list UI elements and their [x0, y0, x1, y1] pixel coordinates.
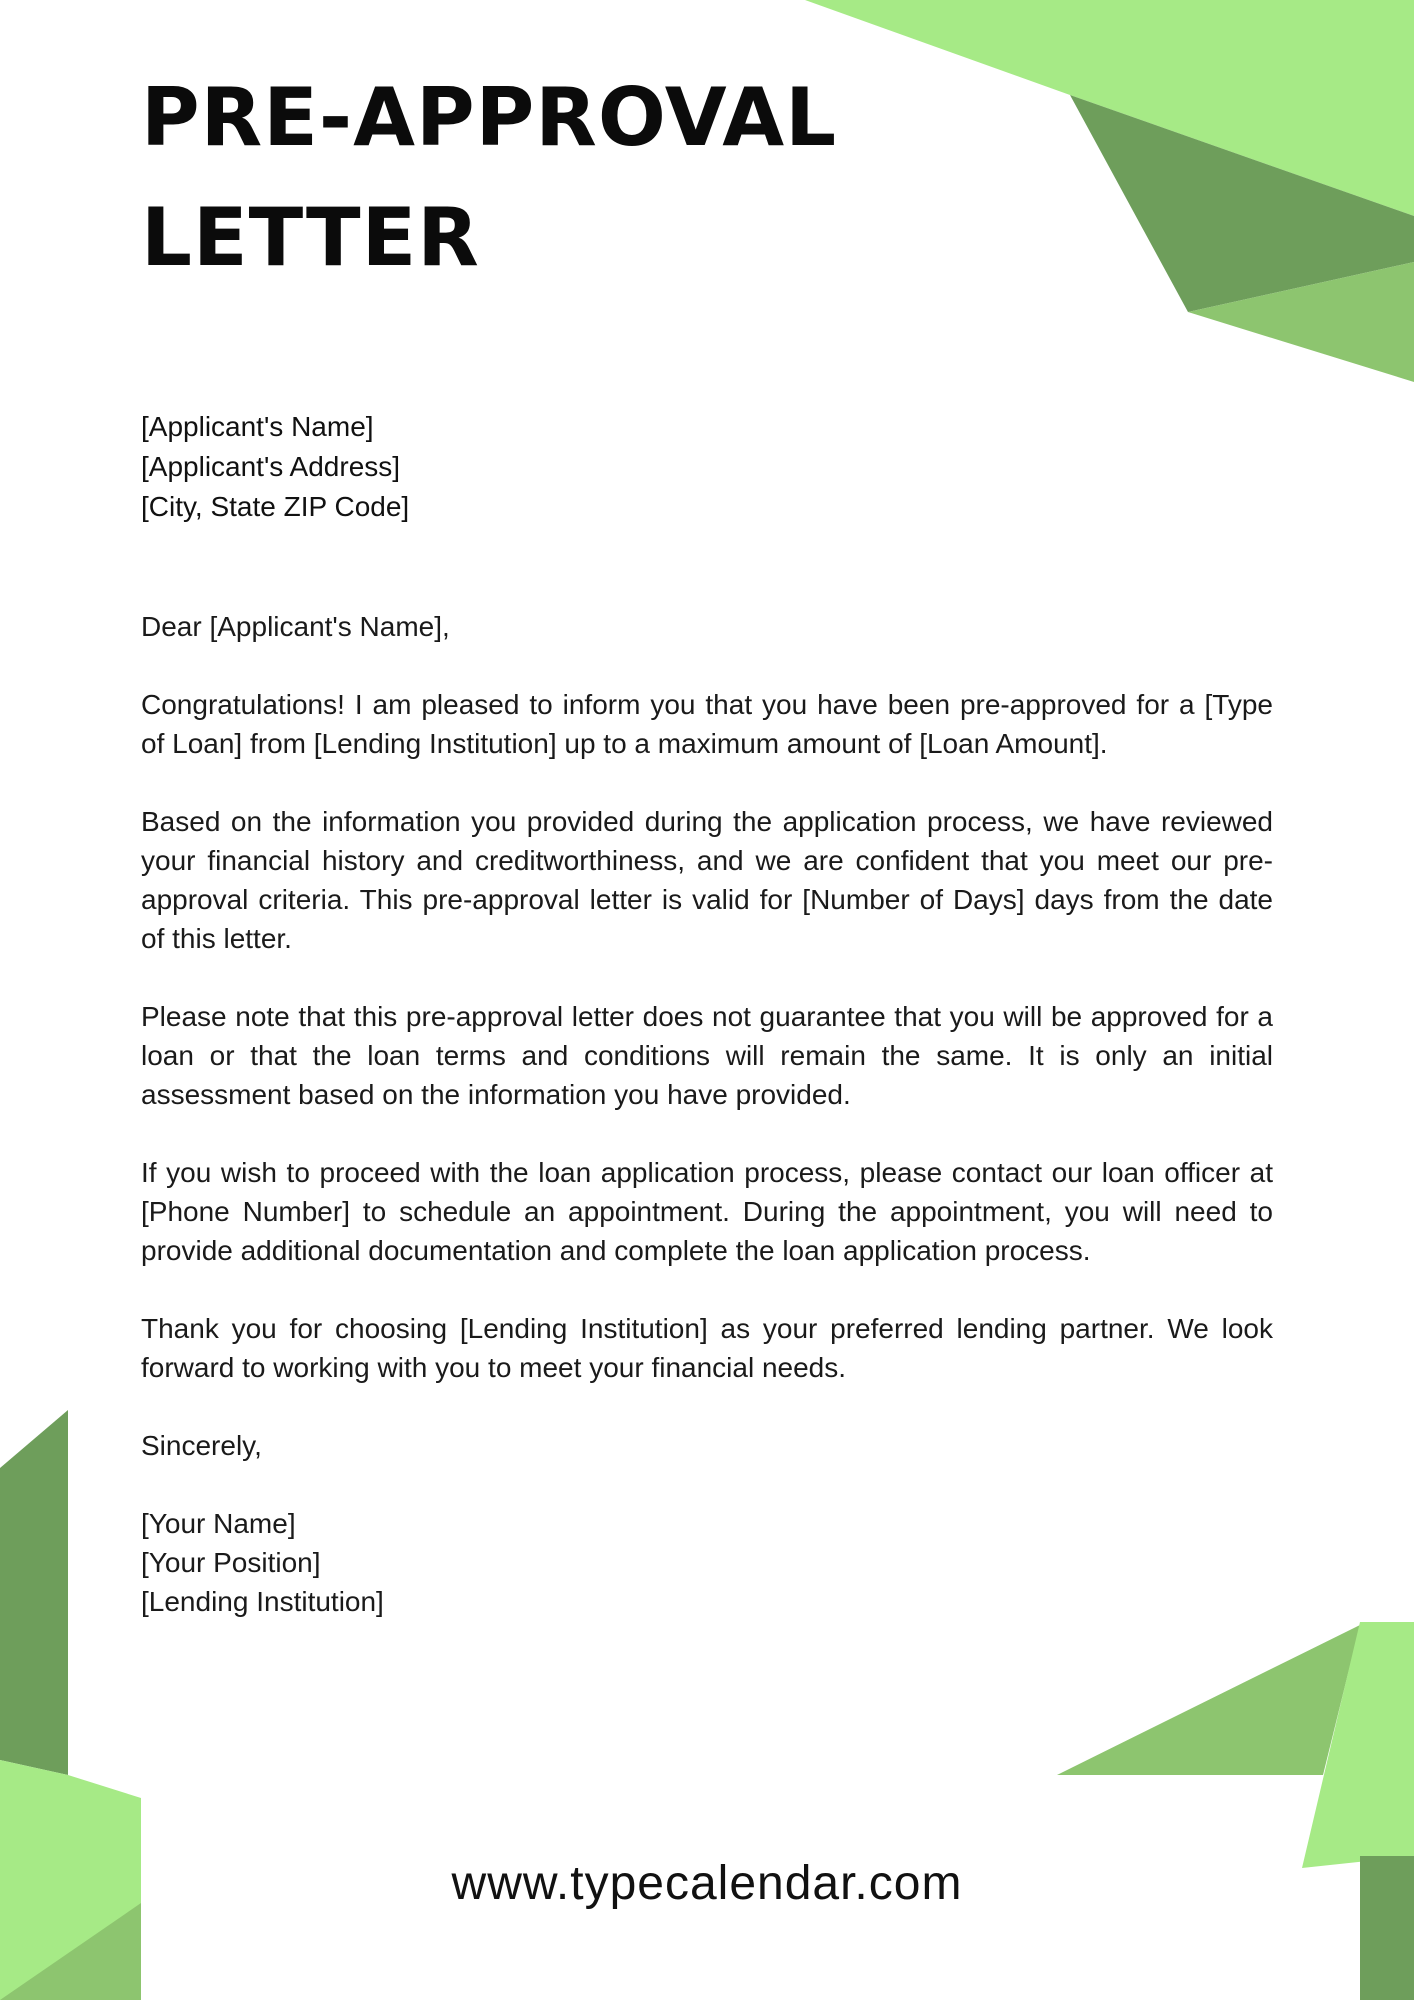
- recipient-address-block: [141, 407, 409, 527]
- paragraph-disclaimer: Please note that this pre-approval letter does not guarantee that you will be approved for a loan or that the loan terms and conditions will remain the same. It is only an initial assessment based on the information you have provided.: [141, 1001, 1273, 1110]
- paragraph-congratulations: Congratulations! I am pleased to inform you that you have been pre-approved for a [Type of Loan] from [Lending Institution] up to a maximum amount of [Loan Amount].: [141, 689, 1273, 759]
- applicant-address: [Applicant's Address]: [141, 451, 401, 482]
- applicant-name: [Applicant's Name]: [141, 411, 374, 442]
- closing: Sincerely,: [141, 1430, 262, 1461]
- letter-body: [141, 607, 1273, 1621]
- title-line-1: PRE-APPROVAL: [141, 71, 838, 164]
- salutation: Dear [Applicant's Name],: [141, 611, 450, 642]
- paragraph-next-steps: If you wish to proceed with the loan application process, please contact our loan officer at [Phone Number] to schedule an appointment. During the appointment, you will need to provide additional documentation and complete the loan application process.: [141, 1157, 1273, 1266]
- signer-institution: [Lending Institution]: [141, 1586, 384, 1617]
- bottom-right-mid-shape: [1057, 1625, 1360, 1775]
- bottom-left-dark-shape: [0, 1410, 68, 1775]
- top-right-light-shape: [805, 0, 1414, 216]
- signer-name: [Your Name]: [141, 1508, 296, 1539]
- applicant-city-state-zip: [City, State ZIP Code]: [141, 491, 410, 522]
- paragraph-thank-you: Thank you for choosing [Lending Institution] as your preferred lending partner. We look forward to working with you to meet your financial needs.: [141, 1313, 1273, 1383]
- footer-website: www.typecalendar.com: [451, 1857, 963, 1910]
- signature-block: [141, 1504, 1273, 1621]
- page-title: [141, 58, 837, 298]
- paragraph-review: Based on the information you provided during the application process, we have reviewed your financial history and creditworthiness, and we are confident that you meet our pre-approval criteria. This pre-approval letter is valid for [Number of Days] days from the date of this letter.: [141, 806, 1273, 954]
- signer-position: [Your Position]: [141, 1547, 321, 1578]
- title-line-2: LETTER: [141, 191, 480, 284]
